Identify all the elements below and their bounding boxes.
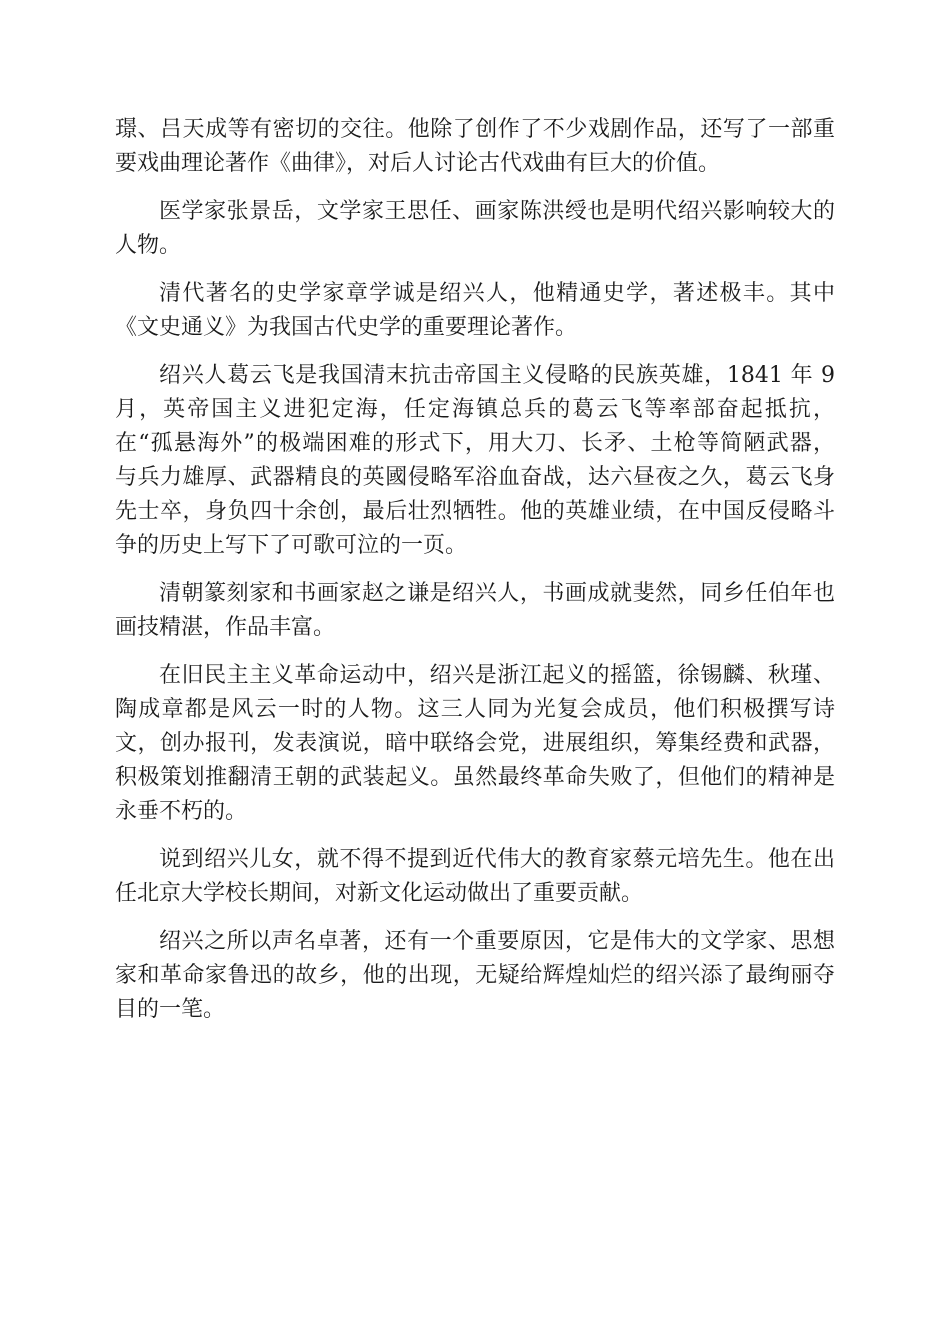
paragraph-line: 《文史通义》为我国古代史学的重要理论著作。: [115, 315, 578, 340]
paragraph: [115, 195, 835, 263]
paragraph-line: 医学家张景岳，文学家王思任、画家陈洪绶也是明代绍兴影响较大的: [159, 199, 835, 224]
paragraph-line: 绍兴人葛云飞是我国清末抗击帝国主义侵略的民族英雄，1841 年 9: [159, 363, 835, 388]
paragraph-line: 先士卒，身负四十余创，最后壮烈牺牲。他的英雄业绩，在中国反侵略斗: [115, 499, 835, 524]
paragraph-line: 永垂不朽的。: [115, 799, 248, 824]
paragraph-line: 月，英帝国主义进犯定海，任定海镇总兵的葛云飞等率部奋起抵抗，: [115, 397, 835, 422]
document-body: [115, 113, 835, 1041]
paragraph-line: 积极策划推翻清王朝的武装起义。虽然最终革命失败了，但他们的精神是: [115, 765, 835, 790]
paragraph-line: 绍兴之所以声名卓著，还有一个重要原因，它是伟大的文学家、思想: [159, 929, 835, 954]
paragraph-line: 璟、吕天成等有密切的交往。他除了创作了不少戏剧作品，还写了一部重: [115, 117, 835, 142]
paragraph: [115, 359, 835, 563]
paragraph-line: 在“孤悬海外”的极端困难的形式下，用大刀、长矛、土枪等简陋武器，: [115, 431, 835, 456]
paragraph-line: 清代著名的史学家章学诚是绍兴人，他精通史学，著述极丰。其中: [159, 281, 835, 306]
paragraph-line: 要戏曲理论著作《曲律》，对后人讨论古代戏曲有巨大的价值。: [115, 151, 721, 176]
paragraph: [115, 659, 835, 829]
paragraph-line: 家和革命家鲁迅的故乡，他的出现，无疑给辉煌灿烂的绍兴添了最绚丽夺: [115, 963, 835, 988]
paragraph-line: 画技精湛，作品丰富。: [115, 615, 336, 640]
paragraph: [115, 925, 835, 1027]
paragraph-line: 陶成章都是风云一时的人物。这三人同为光复会成员，他们积极撰写诗: [115, 697, 835, 722]
paragraph-line: 在旧民主主义革命运动中，绍兴是浙江起义的摇篮，徐锡麟、秋瑾、: [159, 663, 835, 688]
paragraph-line: 文，创办报刊，发表演说，暗中联络会党，进展组织，筹集经费和武器，: [115, 731, 835, 756]
paragraph-line: 与兵力雄厚、武器精良的英國侵略军浴血奋战，达六昼夜之久，葛云飞身: [115, 465, 835, 490]
paragraph-line: 任北京大学校长期间，对新文化运动做出了重要贡献。: [115, 881, 644, 906]
paragraph-line: 目的一笔。: [115, 997, 226, 1022]
paragraph: [115, 277, 835, 345]
paragraph: [115, 113, 835, 181]
paragraph-line: 说到绍兴儿女，就不得不提到近代伟大的教育家蔡元培先生。他在出: [159, 847, 835, 872]
paragraph-line: 清朝篆刻家和书画家赵之谦是绍兴人，书画成就斐然，同乡任伯年也: [159, 581, 835, 606]
paragraph: [115, 577, 835, 645]
paragraph-line: 争的历史上写下了可歌可泣的一页。: [115, 533, 468, 558]
paragraph-line: 人物。: [115, 233, 182, 258]
paragraph: [115, 843, 835, 911]
